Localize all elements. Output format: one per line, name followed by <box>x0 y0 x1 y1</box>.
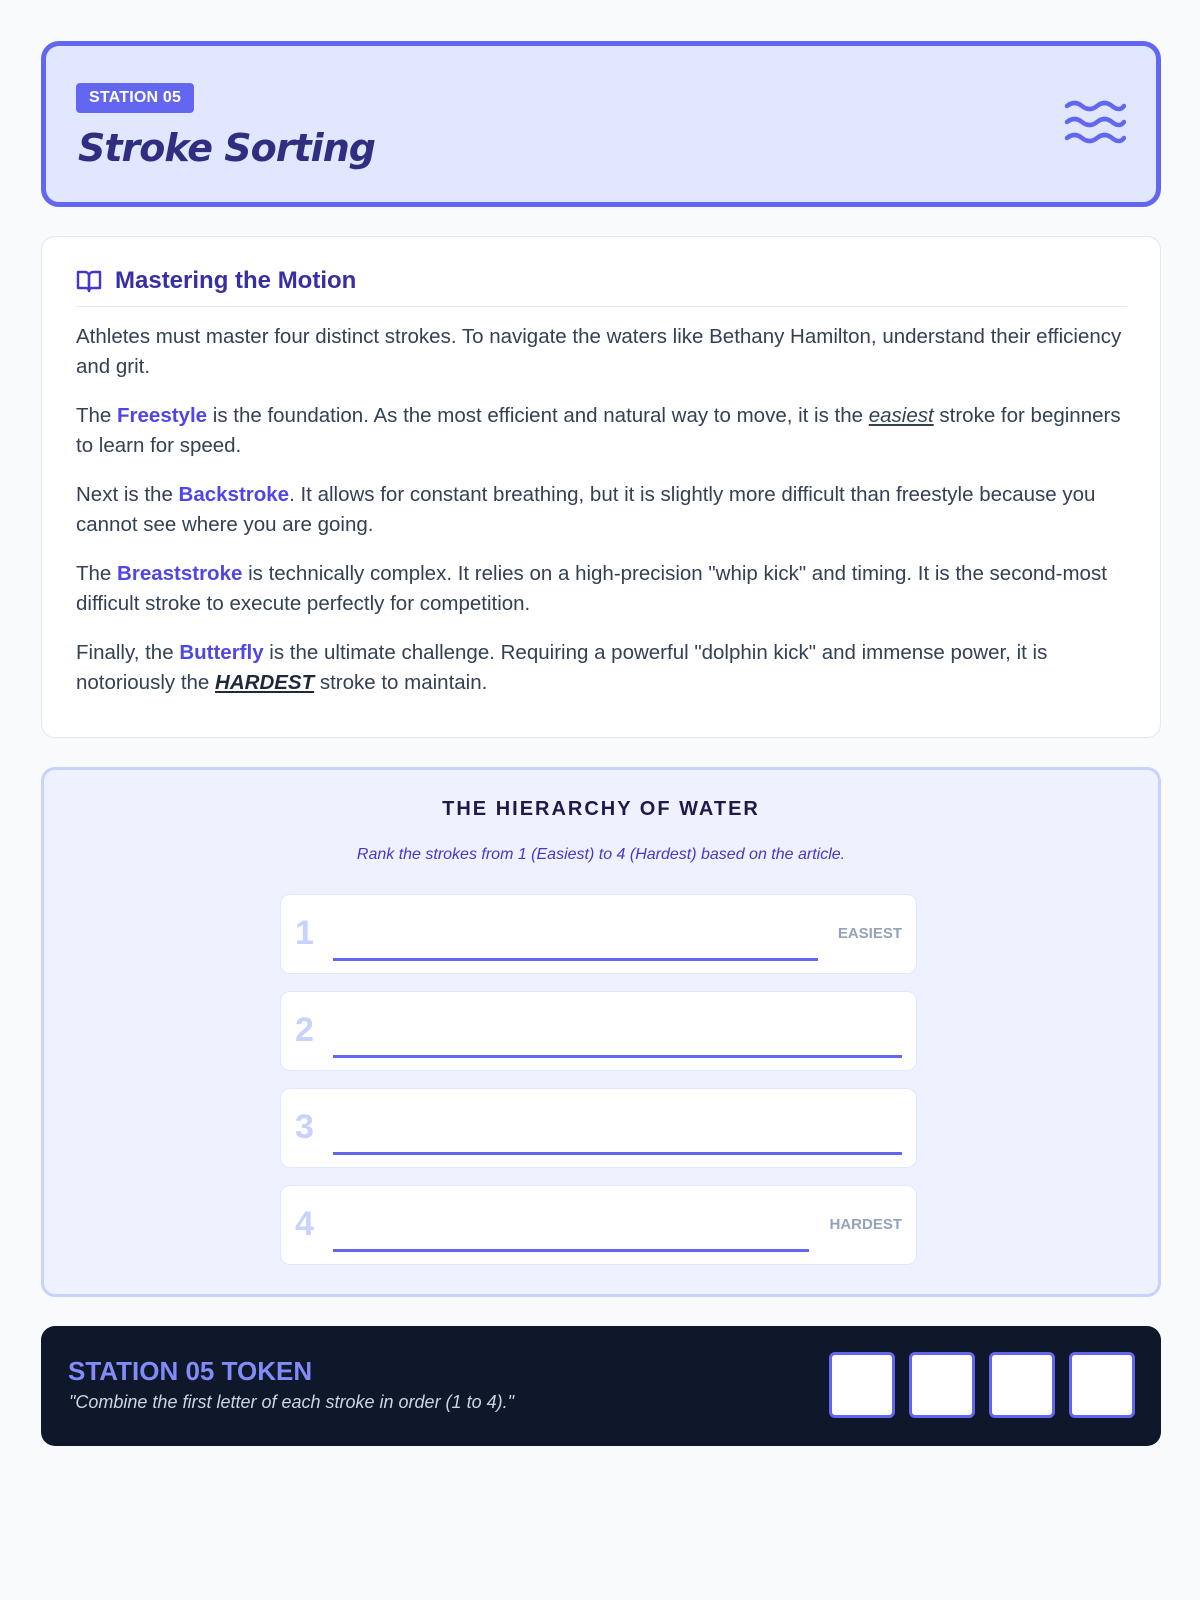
article-card <box>41 236 1161 738</box>
token-hint: "Combine the first letter of each stroke in order (1 to 4)." <box>69 1392 514 1412</box>
backstroke-paragraph: Next is the Backstroke. It allows for constant breathing, but it is slightly more difficult than freestyle because you cannot see where you are going. <box>76 483 1096 536</box>
ranking-panel <box>41 767 1161 1297</box>
station-header <box>41 41 1161 207</box>
rank-number: 1 <box>295 913 314 952</box>
intro-paragraph: Athletes must master four distinct strokes. To navigate the waters like Bethany Hamilton, understand their efficiency and grit. <box>76 325 1122 378</box>
freestyle-name: Freestyle <box>117 404 208 427</box>
book-icon <box>76 269 102 293</box>
article-title: Mastering the Motion <box>115 267 357 294</box>
hardest-label: HARDEST <box>829 1215 902 1233</box>
rank-row-4 <box>280 1185 917 1265</box>
rank-row-2 <box>280 991 917 1071</box>
article-header <box>76 267 1127 307</box>
ranking-heading: THE HIERARCHY OF WATER <box>442 798 760 820</box>
token-letter-box-2[interactable] <box>909 1352 975 1418</box>
breaststroke-paragraph: The Breaststroke is technically complex. It relies on a high-precision "whip kick" and timing. It is the second-most difficult stroke to execute perfectly for competition. <box>76 562 1107 615</box>
butterfly-paragraph: Finally, the Butterfly is the ultimate challenge. Requiring a powerful "dolphin kick" and immense power, it is notoriously the HARDEST stroke to maintain. <box>76 641 1048 694</box>
rank-input-3[interactable] <box>333 1116 902 1155</box>
hardest-emphasis: HARDEST <box>215 670 315 694</box>
backstroke-name: Backstroke <box>178 483 290 506</box>
rank-input-4[interactable] <box>333 1213 809 1252</box>
ranking-list <box>280 894 917 1282</box>
page <box>41 41 1161 1446</box>
token-letter-box-4[interactable] <box>1069 1352 1135 1418</box>
rank-row-3 <box>280 1088 917 1168</box>
token-boxes <box>815 1352 1135 1418</box>
station-badge: STATION 05 <box>76 83 194 113</box>
rank-input-1[interactable] <box>333 922 818 961</box>
token-letter-box-1[interactable] <box>829 1352 895 1418</box>
freestyle-paragraph: The Freestyle is the foundation. As the most efficient and natural way to move, it is the easiest stroke for beginners to learn for speed. <box>76 404 1121 457</box>
rank-number: 4 <box>295 1204 314 1243</box>
breaststroke-name: Breaststroke <box>117 562 243 585</box>
token-letter-box-3[interactable] <box>989 1352 1055 1418</box>
page-title: Stroke Sorting <box>78 126 375 170</box>
easiest-emphasis: easiest <box>868 404 934 427</box>
butterfly-name: Butterfly <box>179 641 264 664</box>
rank-row-1 <box>280 894 917 974</box>
token-bar <box>41 1326 1161 1446</box>
ranking-instruction: Rank the strokes from 1 (Easiest) to 4 (Hardest) based on the article. <box>356 846 846 863</box>
easiest-label: EASIEST <box>837 924 902 942</box>
token-title: STATION 05 TOKEN <box>68 1356 313 1386</box>
rank-number: 2 <box>295 1010 314 1049</box>
wave-icon <box>1064 98 1126 146</box>
rank-input-2[interactable] <box>333 1019 902 1058</box>
rank-number: 3 <box>295 1107 314 1146</box>
